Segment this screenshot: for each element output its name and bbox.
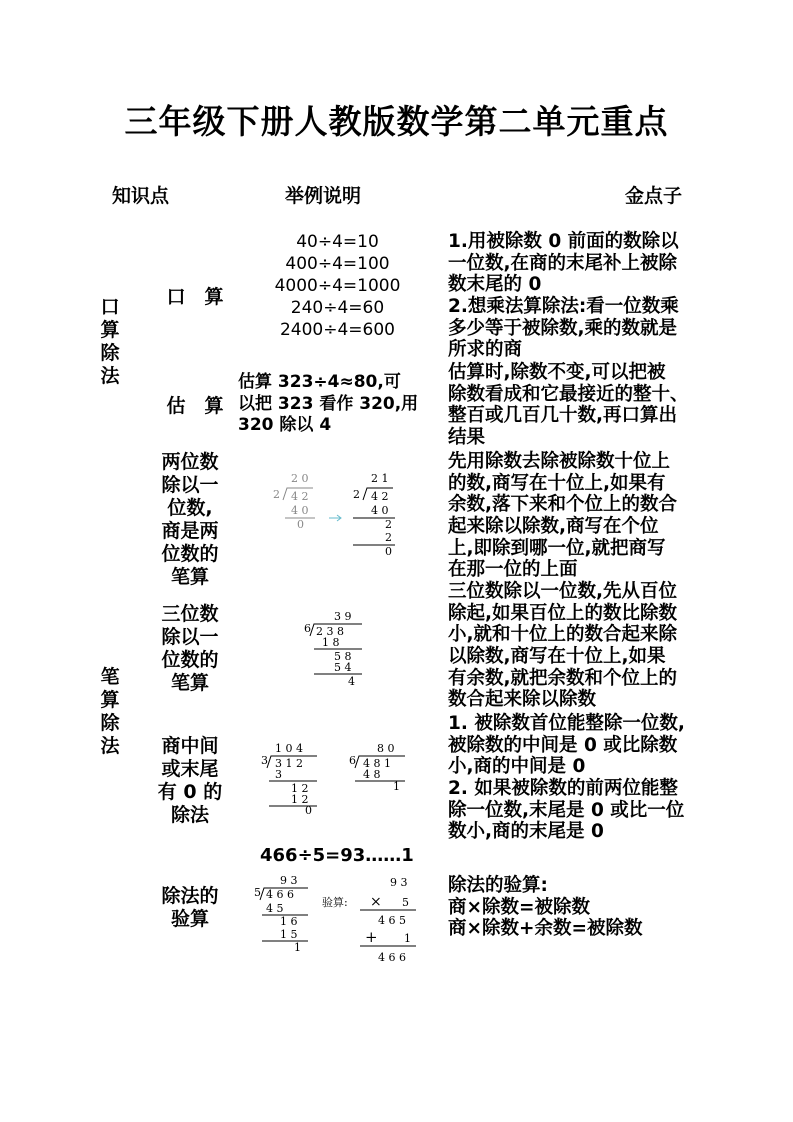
tip-line: 1.用被除数 0 前面的数除以 xyxy=(448,231,679,252)
row-name-two-digit xyxy=(145,451,235,589)
divisor: 2 xyxy=(273,488,280,501)
oral-examples xyxy=(250,231,425,341)
dividend: 4 6 6 xyxy=(266,888,294,901)
partial-product: 2 xyxy=(385,531,392,544)
remainder: 1 2 xyxy=(291,782,309,795)
tip-line: 的数,商写在十位上,如果有 xyxy=(448,472,666,494)
tip-line: 结果 xyxy=(448,427,486,449)
tips-check xyxy=(448,875,748,940)
remainder: 1 xyxy=(393,780,400,793)
partial-product: 3 xyxy=(275,768,282,781)
oral-example: 40÷4=10 xyxy=(296,232,379,252)
name-line: 位数的 xyxy=(161,649,219,671)
name-line: 商中间 xyxy=(161,735,219,757)
check-diagrams xyxy=(250,872,420,967)
verify-remainder: 1 xyxy=(404,932,411,945)
tip-line: 上,即除到哪一位,就把商写 xyxy=(448,537,666,559)
tip-line: 有余数,就把余数和个位上的 xyxy=(448,667,678,689)
tips-three-digit xyxy=(448,581,748,711)
tip-line: 整百或几百几十数,再口算出 xyxy=(448,405,678,427)
row-name-estimate: 估 算 xyxy=(166,395,224,417)
verification-diagram xyxy=(322,876,416,964)
long-division-diagram xyxy=(273,472,315,531)
name-line: 验算 xyxy=(170,908,209,930)
row-name-three-digit xyxy=(145,603,235,695)
tip-line: 三位数除以一位数,先从百位 xyxy=(448,581,678,602)
arrow-right-icon xyxy=(329,515,341,521)
section-written-text: 笔算除法 xyxy=(100,666,120,757)
estimate-line: 以把 323 看作 320,用 xyxy=(238,393,419,414)
times-sign: × xyxy=(370,894,382,910)
row-name-oral: 口 算 xyxy=(166,286,224,308)
name-line: 除法 xyxy=(170,804,209,826)
estimate-example xyxy=(238,372,418,437)
oral-example: 400÷4=100 xyxy=(285,254,390,274)
partial-product: 4 0 xyxy=(291,504,309,517)
tip-line: 余数,落下来和个位上的数合 xyxy=(448,494,678,516)
oral-example: 4000÷4=1000 xyxy=(274,276,401,296)
page-title: 三年级下册人教版数学第二单元重点 xyxy=(124,102,669,141)
long-division-diagram xyxy=(353,472,395,558)
tip-line: 估算时,除数不变,可以把被 xyxy=(448,362,666,383)
tip-line: 起来除以除数,商写在个位 xyxy=(448,516,659,538)
dividend: 4 8 1 xyxy=(363,757,391,770)
three-digit-diagram xyxy=(300,608,380,688)
name-line: 除以一 xyxy=(161,626,219,648)
plus-sign: + xyxy=(365,928,378,946)
tip-line: 除起,如果百位上的数比除数 xyxy=(448,602,678,624)
name-line: 除法的 xyxy=(161,885,219,907)
partial-product: 1 8 xyxy=(322,636,340,649)
row-name-check xyxy=(145,885,235,931)
tip-line: 2. 如果被除数的前两位能整 xyxy=(448,778,678,800)
verify-quotient: 9 3 xyxy=(390,876,408,889)
section-oral-text: 口算除法 xyxy=(100,296,120,387)
tips-oral xyxy=(448,231,748,361)
tip-line: 数末尾的 0 xyxy=(448,274,542,296)
tip-line: 1. 被除数首位能整除一位数, xyxy=(448,713,685,734)
remainder: 5 8 xyxy=(334,650,352,663)
divisor: 2 xyxy=(353,488,360,501)
quotient: 2 0 xyxy=(291,472,309,485)
header-tips: 金点子 xyxy=(625,185,683,207)
partial-product: 4 0 xyxy=(371,504,389,517)
dividend: 4 2 xyxy=(371,490,389,503)
tip-line: 以除数,商写在十位上,如果 xyxy=(448,646,666,668)
remainder: 2 xyxy=(385,518,392,531)
tips-estimate xyxy=(448,362,748,449)
long-division-diagram xyxy=(261,742,317,817)
verify-divisor: 5 xyxy=(402,896,409,909)
estimate-line: 320 除以 4 xyxy=(238,415,332,436)
section-oral-division xyxy=(98,296,122,388)
tips-zero-quotient xyxy=(448,713,748,843)
tip-line: 除法的验算: xyxy=(448,875,548,896)
remainder: 0 xyxy=(385,545,392,558)
dividend: 3 1 2 xyxy=(275,757,303,770)
oral-example: 240÷4=60 xyxy=(290,298,385,318)
estimate-line: 估算 323÷4≈80,可 xyxy=(238,372,401,392)
tip-line: 2.想乘法算除法:看一位数乘 xyxy=(448,296,679,318)
name-line: 商是两 xyxy=(161,520,219,542)
partial-product: 1 5 xyxy=(280,928,298,941)
long-division-diagram xyxy=(349,742,405,793)
zero-quotient-diagrams xyxy=(255,740,415,820)
name-line: 位数的 xyxy=(161,543,219,565)
tip-line: 小,就和十位上的数合起来除 xyxy=(448,624,678,646)
tip-line: 先用除数去除被除数十位上 xyxy=(448,451,671,472)
tip-line: 除数看成和它最接近的整十、 xyxy=(448,383,689,405)
tip-line: 在那一位的上面 xyxy=(448,559,578,581)
remainder: 1 xyxy=(294,941,301,954)
header-example: 举例说明 xyxy=(285,185,362,207)
oral-example: 2400÷4=600 xyxy=(279,320,395,340)
tips-two-digit xyxy=(448,451,748,581)
quotient: 1 0 4 xyxy=(275,742,303,755)
section-written-division xyxy=(98,666,122,758)
quotient: 3 9 xyxy=(334,610,352,623)
quotient: 2 1 xyxy=(371,472,389,485)
name-line: 笔算 xyxy=(170,672,209,694)
divisor: 6 xyxy=(349,754,356,767)
partial-product: 4 5 xyxy=(266,902,284,915)
name-line: 或末尾 xyxy=(161,758,219,780)
tip-line: 一位数,在商的末尾补上被除 xyxy=(448,252,678,274)
verify-product: 4 6 5 xyxy=(378,914,406,927)
quotient: 9 3 xyxy=(280,874,298,887)
check-example-title: 466÷5=93……1 xyxy=(260,845,414,866)
quotient: 8 0 xyxy=(377,742,395,755)
tip-line: 被除数的中间是 0 或比除数 xyxy=(448,734,678,756)
remainder: 0 xyxy=(305,804,312,817)
tip-line: 数合起来除以除数 xyxy=(448,689,597,711)
header-knowledge: 知识点 xyxy=(112,185,170,207)
verify-label: 验算: xyxy=(322,896,348,909)
partial-product: 4 8 xyxy=(363,768,381,781)
tip-line: 除一位数,末尾是 0 或比一位 xyxy=(448,799,685,821)
name-line: 两位数 xyxy=(161,451,219,473)
long-division-diagram xyxy=(254,874,308,954)
divisor: 6 xyxy=(304,622,311,635)
tip-line: 商×除数=被除数 xyxy=(448,896,591,918)
divisor: 3 xyxy=(261,754,268,767)
divisor: 5 xyxy=(254,886,261,899)
tip-line: 商×除数+余数=被除数 xyxy=(448,918,643,940)
tip-line: 多少等于被除数,乘的数就是 xyxy=(448,317,678,339)
remainder: 0 xyxy=(297,518,304,531)
partial-product: 1 2 xyxy=(291,793,309,806)
partial-product: 5 4 xyxy=(334,661,352,674)
row-name-zero-quotient xyxy=(145,735,235,827)
name-line: 有 0 的 xyxy=(157,781,223,803)
tip-line: 数小,商的末尾是 0 xyxy=(448,821,604,843)
dividend: 4 2 xyxy=(291,490,309,503)
name-line: 除以一 xyxy=(161,474,219,496)
two-digit-diagrams xyxy=(265,470,405,560)
dividend: 2 3 8 xyxy=(316,625,344,638)
verify-result: 4 6 6 xyxy=(378,951,406,964)
remainder: 4 xyxy=(348,675,355,688)
tip-line: 所求的商 xyxy=(448,339,523,361)
name-line: 笔算 xyxy=(170,566,209,588)
name-line: 三位数 xyxy=(161,603,219,625)
tip-line: 小,商的中间是 0 xyxy=(448,756,586,778)
remainder: 1 6 xyxy=(280,915,298,928)
name-line: 位数, xyxy=(167,497,213,519)
